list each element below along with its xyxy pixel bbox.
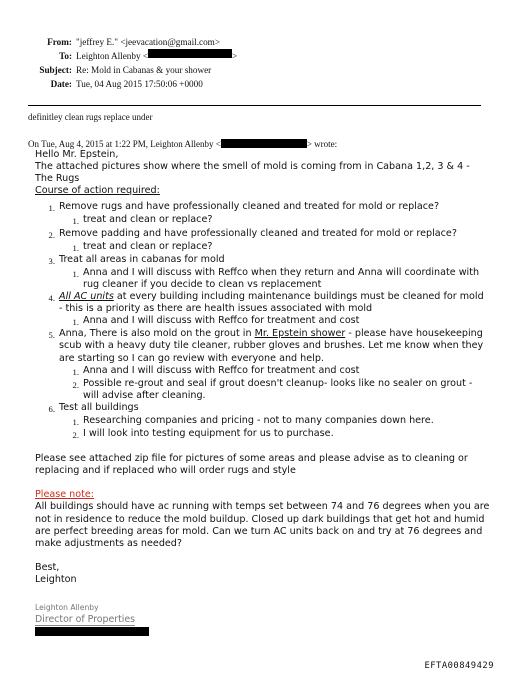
note-paragraph: All buildings should have ac running with temps set between 74 and 76 degrees when you are not in residence to reduce the mold buildup. Closed up dark buildings that get hot and humid are perfect breeding areas for mold. Can we turn AC units back on and try at 76 degrees and make adjustments as needed? (35, 501, 490, 549)
closing: Best, (35, 561, 60, 573)
redaction-bar (148, 49, 232, 58)
document-id: EFTA00849429 (424, 661, 494, 671)
list-item (35, 402, 490, 415)
sub-item-number: 1. (72, 216, 79, 227)
item-number: 1. (48, 203, 55, 214)
subject-value: Re: Mold in Cabanas & your shower (76, 65, 212, 75)
item-text: Remove padding and have professionally cleaned and treated for mold or replace? (59, 227, 457, 239)
from-value: "jeffrey E." <jeevacation@gmail.com> (76, 37, 221, 47)
sub-item-text: Researching companies and pricing - not to many companies down here. (83, 414, 434, 426)
from-label: From: (47, 37, 72, 47)
item-text (59, 291, 490, 315)
item-text-post: - please have housekeeping scub with a heavy duty tile cleaner, rubber gloves and brushes. Let me know when they are starting so I can go review with everyone and help. (59, 328, 484, 364)
sub-item-text: Anna and I will discuss with Reffco for treatment and cost (83, 364, 360, 376)
from-row (0, 35, 512, 49)
sub-list-item (35, 378, 490, 402)
redaction-bar (221, 139, 307, 148)
to-value-suffix: > (232, 51, 238, 61)
item-number: 2. (48, 229, 55, 240)
sub-item-number: 1. (72, 416, 79, 427)
sub-item-number: 1. (72, 366, 79, 377)
date-label: Date: (50, 79, 72, 89)
attribution-suffix: > wrote: (306, 139, 338, 149)
item-number: 4. (48, 293, 55, 304)
sub-item-text: treat and clean or replace? (83, 240, 213, 252)
sub-item-text: treat and clean or replace? (83, 214, 213, 226)
sub-item-number: 2. (72, 379, 79, 390)
sub-item-text: Anna and I will discuss with Reffco for treatment and cost (83, 315, 360, 327)
sub-item-number: 2. (72, 430, 79, 441)
quoted-message (35, 149, 490, 586)
to-value-prefix: Leighton Allenby < (76, 51, 149, 61)
sub-list-item (35, 365, 490, 378)
date-row (0, 77, 512, 91)
underlined-text: Mr. Epstein shower (254, 328, 346, 340)
intro-paragraph: The attached pictures show where the smell of mold is coming from in Cabana 1,2, 3 & 4 - The Rugs (35, 161, 470, 185)
item-text-pre: Anna, There is also mold on the grout in (59, 328, 255, 340)
quote-attribution (28, 139, 337, 149)
item-text: Test all buildings (59, 401, 139, 413)
sub-item-number: 1. (72, 268, 79, 279)
subject-label: Subject: (39, 65, 72, 75)
sub-item-number: 1. (72, 242, 79, 253)
item-text (59, 328, 490, 364)
to-row (0, 49, 512, 63)
note-label: Please note: (35, 489, 95, 501)
sub-item-text: Possible re-grout and seal if grout doesn't cleanup- looks like no sealer on grout - will advise after cleaning. (83, 377, 473, 401)
redaction-bar (35, 627, 149, 636)
signoff: Leighton (35, 573, 77, 585)
date-value: Tue, 04 Aug 2015 17:50:06 +0000 (76, 79, 203, 89)
item-number: 6. (48, 403, 55, 414)
list-item (35, 254, 490, 267)
item-text: Remove rugs and have professionally cleaned and treated for mold or replace? (59, 201, 440, 213)
header-divider (28, 105, 481, 106)
item-text-rest: at every building including maintenance buildings must be cleaned for mold - this is a priority as there are health issues associated with mold (59, 291, 484, 315)
signature-name: Leighton Allenby (35, 603, 99, 612)
sub-list-item (35, 267, 490, 291)
sub-item-text: Anna and I will discuss with Reffco when they return and Anna will coordinate with rug cleaner if you decide to clean vs replacement (83, 266, 480, 290)
list-item (35, 328, 490, 364)
item-number: 3. (48, 255, 55, 266)
subject-row (0, 63, 512, 77)
emphasis-text: All AC units (59, 291, 114, 303)
sub-list-item (35, 415, 490, 428)
list-item (35, 201, 490, 214)
sub-item-number: 1. (72, 317, 79, 328)
item-text: Treat all areas in cabanas for mold (59, 253, 225, 265)
sub-list-item (35, 241, 490, 254)
list-item (35, 291, 490, 315)
greeting: Hello Mr. Epstein, (35, 149, 119, 160)
email-header (0, 35, 512, 91)
attribution-prefix: On Tue, Aug 4, 2015 at 1:22 PM, Leighton Allenby < (28, 139, 221, 149)
sub-item-text: I will look into testing equipment for us to purchase. (83, 428, 334, 440)
reply-text: definitley clean rugs replace under (28, 112, 153, 122)
sub-list-item (35, 315, 490, 328)
course-heading: Course of action required: (35, 185, 160, 197)
item-number: 5. (48, 330, 55, 341)
to-label: To: (59, 51, 72, 61)
zip-paragraph: Please see attached zip file for pictures of some areas and please advise as to cleaning or replacing and if replaced who will order rugs and style (35, 453, 468, 477)
list-item (35, 228, 490, 241)
sub-list-item (35, 214, 490, 227)
signature-title: Director of Properties (35, 614, 136, 625)
sub-list-item (35, 428, 490, 441)
